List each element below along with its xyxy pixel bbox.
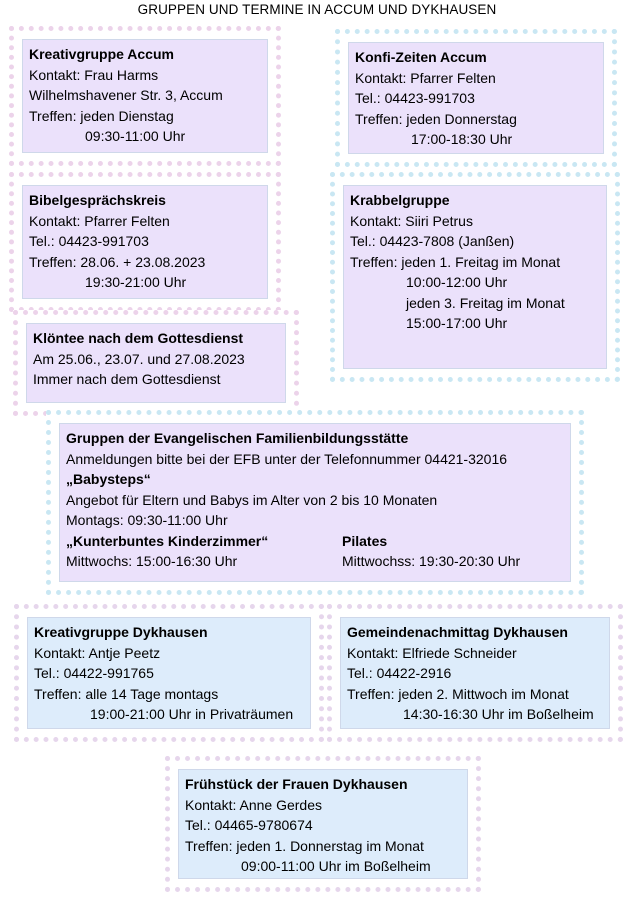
address: Wilhelmshavener Str. 3, Accum <box>29 87 223 103</box>
gemeindenachmittag-dykhausen-card <box>327 604 623 742</box>
card-title: Bibelgesprächskreis <box>29 192 166 208</box>
card-title: Klöntee nach dem Gottesdienst <box>33 330 244 346</box>
card-title: Gemeindenachmittag Dykhausen <box>347 624 568 640</box>
babysteps-description: Angebot für Eltern und Babys im Alter von 2 bis 10 Monaten <box>66 491 438 508</box>
kinderzimmer-time: Mittwochs: 15:00-16:30 Uhr <box>66 553 238 569</box>
meeting-time-1: 10:00-12:00 Uhr <box>406 274 508 290</box>
kloentee-card <box>13 310 299 416</box>
page-title: GRUPPEN UND TERMINE IN ACCUM UND DYKHAUSEN <box>137 2 497 17</box>
contact: Kontakt: Antje Peetz <box>34 644 161 661</box>
note: Immer nach dem Gottesdienst <box>33 371 221 387</box>
pilates-title: Pilates <box>342 532 388 549</box>
meeting: Treffen: jeden 2. Mittwoch im Monat <box>347 685 569 702</box>
phone: Tel.: 04423-991703 <box>29 233 149 249</box>
meeting-2: jeden 3. Freitag im Monat <box>406 294 565 311</box>
efb-card <box>46 410 584 595</box>
pilates-time: Mittwochss: 19:30-20:30 Uhr <box>342 553 521 569</box>
krabbelgruppe-card <box>330 172 620 382</box>
babysteps-title: „Babysteps“ <box>66 471 151 487</box>
phone: Tel.: 04422-2916 <box>347 665 452 681</box>
meeting-time: 09:00-11:00 Uhr im Boßelheim <box>241 858 431 874</box>
phone: Tel.: 04423-991703 <box>355 90 475 106</box>
kreativgruppe-accum-card <box>9 26 281 166</box>
konfi-zeiten-accum-card <box>335 29 617 167</box>
card-title: Konfi-Zeiten Accum <box>355 49 487 65</box>
card-title: Gruppen der Evangelischen Familienbildungsstätte <box>66 430 409 446</box>
meeting: Treffen: jeden Dienstag <box>29 107 174 124</box>
dates: Am 25.06., 23.07. und 27.08.2023 <box>33 350 245 367</box>
meeting-time: 19:30-21:00 Uhr <box>85 274 187 290</box>
card-title: Krabbelgruppe <box>350 192 450 208</box>
meeting: Treffen: jeden 1. Freitag im Monat <box>350 253 561 270</box>
fruehstueck-frauen-card <box>165 756 481 892</box>
card-title: Frühstück der Frauen Dykhausen <box>185 776 408 792</box>
kinderzimmer-title: „Kunterbuntes Kinderzimmer“ <box>66 532 269 549</box>
meeting-time-2: 15:00-17:00 Uhr <box>406 315 508 331</box>
contact: Kontakt: Frau Harms <box>29 66 159 83</box>
contact: Kontakt: Elfriede Schneider <box>347 644 517 661</box>
contact: Kontakt: Anne Gerdes <box>185 796 322 813</box>
contact: Kontakt: Pfarrer Felten <box>355 69 496 86</box>
contact: Kontakt: Siiri Petrus <box>350 212 473 229</box>
meeting-time: 09:30-11:00 Uhr <box>85 128 186 144</box>
meeting: Treffen: 28.06. + 23.08.2023 <box>29 253 206 270</box>
card-title: Kreativgruppe Accum <box>29 46 174 62</box>
phone: Tel.: 04422-991765 <box>34 665 154 681</box>
meeting: Treffen: alle 14 Tage montags <box>34 685 219 702</box>
card-title: Kreativgruppe Dykhausen <box>34 624 208 640</box>
registration: Anmeldungen bitte bei der EFB unter der Telefonnummer 04421-32016 <box>66 450 508 467</box>
meeting: Treffen: jeden 1. Donnerstag im Monat <box>185 837 424 854</box>
kreativgruppe-dykhausen-card <box>14 604 324 742</box>
meeting-time: 17:00-18:30 Uhr <box>411 131 513 147</box>
contact: Kontakt: Pfarrer Felten <box>29 212 170 229</box>
phone: Tel.: 04465-9780674 <box>185 817 313 833</box>
meeting-time: 14:30-16:30 Uhr im Boßelheim <box>403 706 594 722</box>
phone: Tel.: 04423-7808 (Janßen) <box>350 233 515 249</box>
meeting-time: 19:00-21:00 Uhr in Privaträumen <box>90 706 294 722</box>
meeting: Treffen: jeden Donnerstag <box>355 110 517 127</box>
babysteps-time: Montags: 09:30-11:00 Uhr <box>66 512 228 528</box>
bibelgespraechskreis-card <box>9 172 281 312</box>
